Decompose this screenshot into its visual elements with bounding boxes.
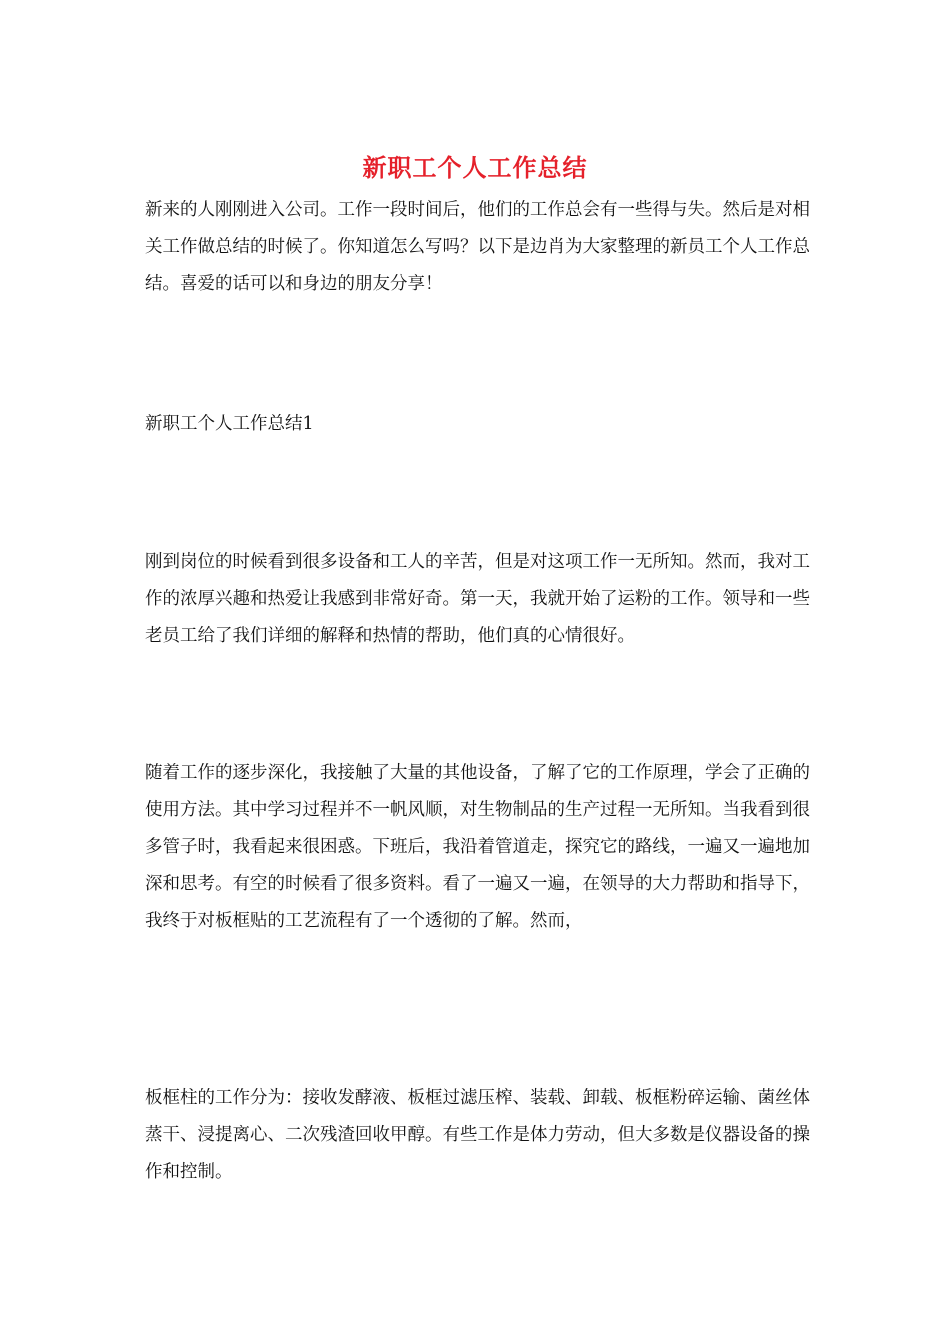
body-paragraph-1: 刚到岗位的时候看到很多设备和工人的辛苦，但是对这项工作一无所知。然而，我对工作的浓厚兴趣和热爱让我感到非常好奇。第一天，我就开始了运粉的工作。领导和一些老员工给了我们详细的解释和热情的帮助，他们真的心情很好。 (145, 552, 810, 646)
section-heading: 新职工个人工作总结1 (145, 414, 314, 434)
body-paragraph-2: 随着工作的逐步深化，我接触了大量的其他设备，了解了它的工作原理，学会了正确的使用方法。其中学习过程并不一帆风顺，对生物制品的生产过程一无所知。当我看到很多管子时，我看起来很困惑。下班后，我沿着管道走，探究它的路线，一遍又一遍地加深和思考。有空的时候看了很多资料。看了一遍又一遍，在领导的大力帮助和指导下，我终于对板框贴的工艺流程有了一个透彻的了解。然而， (145, 763, 810, 931)
document-title: 新职工个人工作总结 (362, 153, 588, 182)
intro-paragraph: 新来的人刚刚进入公司。工作一段时间后，他们的工作总会有一些得与失。然后是对相关工作做总结的时候了。你知道怎么写吗？以下是边肖为大家整理的新员工个人工作总结。喜爱的话可以和身边的朋友分享！ (145, 200, 810, 294)
body-paragraph-3: 板框柱的工作分为：接收发酵液、板框过滤压榨、装载、卸载、板框粉碎运输、菌丝体蒸干、浸提离心、二次残渣回收甲醇。有些工作是体力劳动，但大多数是仪器设备的操作和控制。 (145, 1088, 810, 1182)
